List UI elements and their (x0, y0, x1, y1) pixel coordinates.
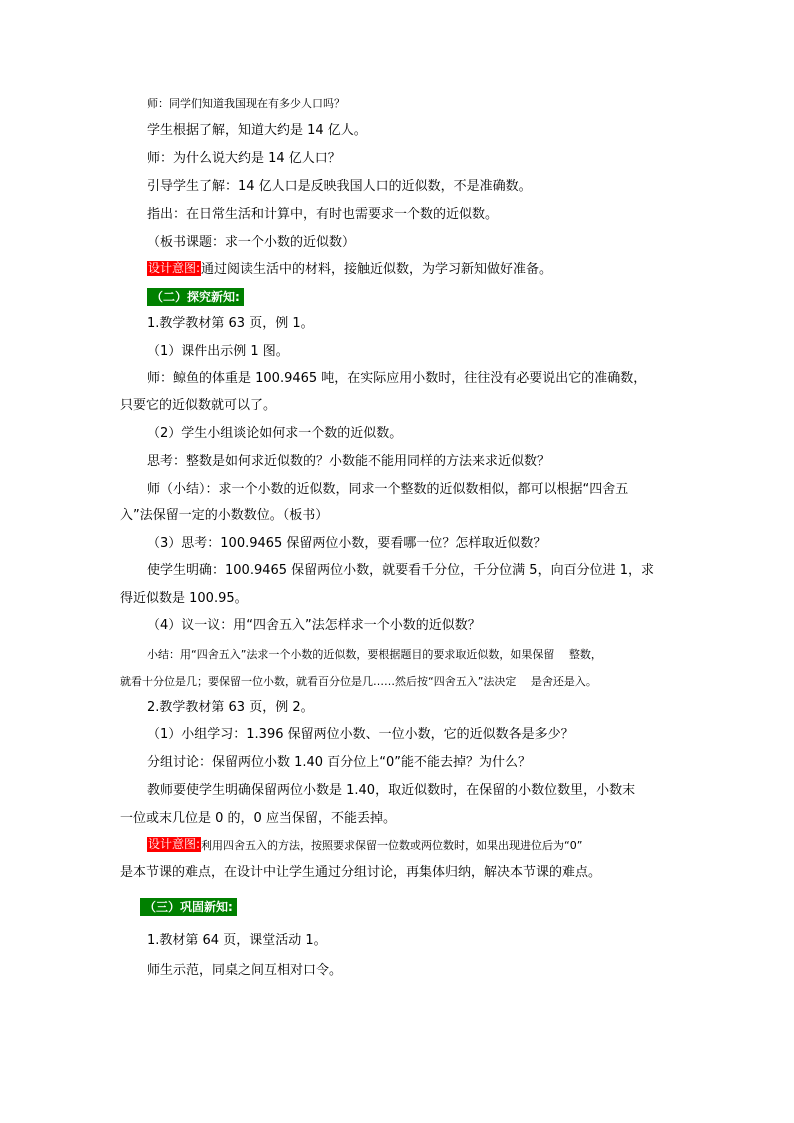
text-line: 师（小结）：求一个小数的近似数，同求一个整数的近似数相似，都可以根据“四舍五 (147, 482, 629, 497)
design-intent-line (147, 837, 582, 855)
text-line: 教师要使学生明确保留两位小数是 1.40，取近似数时，在保留的小数位数里，小数末 (147, 783, 636, 798)
text-line: （3）思考：100.9465 保留两位小数，要看哪一位？怎样取近似数？ (147, 536, 547, 551)
section-heading (147, 288, 244, 307)
text-line: 使学生明确：100.9465 保留两位小数，就要看千分位，千分位满 5，向百分位进 1，求 (147, 563, 654, 578)
text-line: 师：为什么说大约是 14 亿人口？ (147, 151, 341, 166)
text-line: （4）议一议：用“四舍五入”法怎样求一个小数的近似数？ (147, 618, 481, 633)
text-line: 1.教材第 64 页，课堂活动 1。 (147, 933, 327, 948)
text-line: 指出：在日常生活和计算中，有时也需要求一个数的近似数。 (147, 207, 499, 222)
section-2-title: （二）探究新知: (147, 288, 244, 306)
section-heading (140, 898, 237, 917)
text-line: 师生示范，同桌之间互相对口令。 (147, 963, 343, 978)
text-line: 是本节课的难点，在设计中让学生通过分组讨论，再集体归纳，解决本节课的难点。 (120, 865, 602, 880)
text-line: 师：鲸鱼的体重是 100.9465 吨，在实际应用小数时，往往没有必要说出它的准确数， (147, 371, 647, 386)
design-intent-label: 设计意图: (148, 837, 201, 851)
text-line: （板书课题：求一个小数的近似数） (147, 235, 356, 250)
text-line: 2.教学教材第 63 页，例 2。 (147, 700, 314, 715)
text-line: 引导学生了解：14 亿人口是反映我国人口的近似数，不是准确数。 (147, 179, 532, 194)
text-line: （1）小组学习：1.396 保留两位小数、一位小数，它的近似数各是多少？ (147, 727, 574, 742)
text-line: 得近似数是 100.95。 (120, 591, 248, 606)
text-line: （1）课件出示例 1 图。 (147, 344, 289, 359)
section-3-title: （三）巩固新知: (140, 898, 237, 916)
text-line: 分组讨论：保留两位小数 1.40 百分位上“0”能不能去掉？为什么？ (147, 755, 531, 770)
summary-line: 就看十分位是几；要保留一位小数，就看百分位是几……然后按“四舍五入”法决定 是舍还是入。 (120, 675, 597, 688)
text-line: 只要它的近似数就可以了。 (120, 398, 277, 413)
text-line: （2）学生小组谈论如何求一个数的近似数。 (147, 426, 403, 441)
text-line: 师：同学们知道我国现在有多少人口吗？ (147, 97, 345, 110)
text-line: 学生根据了解，知道大约是 14 亿人。 (147, 123, 367, 138)
text-line: 入”法保留一定的小数数位。（板书） (120, 508, 329, 523)
design-intent-line (147, 261, 552, 279)
text-line: 1.教学教材第 63 页，例 1。 (147, 316, 314, 331)
summary-line: 小结：用“四舍五入”法求一个小数的近似数，要根据题目的要求取近似数，如果保留 整数， (147, 648, 602, 661)
design-intent-text: 利用四舍五入的方法，按照要求保留一位数或两位数时，如果出现进位后为“0” (201, 839, 583, 852)
design-intent-label: 设计意图: (148, 261, 201, 275)
design-intent-text: 通过阅读生活中的材料，接触近似数，为学习新知做好准备。 (201, 262, 553, 277)
text-line: 思考：整数是如何求近似数的？小数能不能用同样的方法来求近似数？ (147, 454, 551, 469)
text-line: 一位或末几位是 0 的，0 应当保留，不能丢掉。 (120, 811, 396, 826)
